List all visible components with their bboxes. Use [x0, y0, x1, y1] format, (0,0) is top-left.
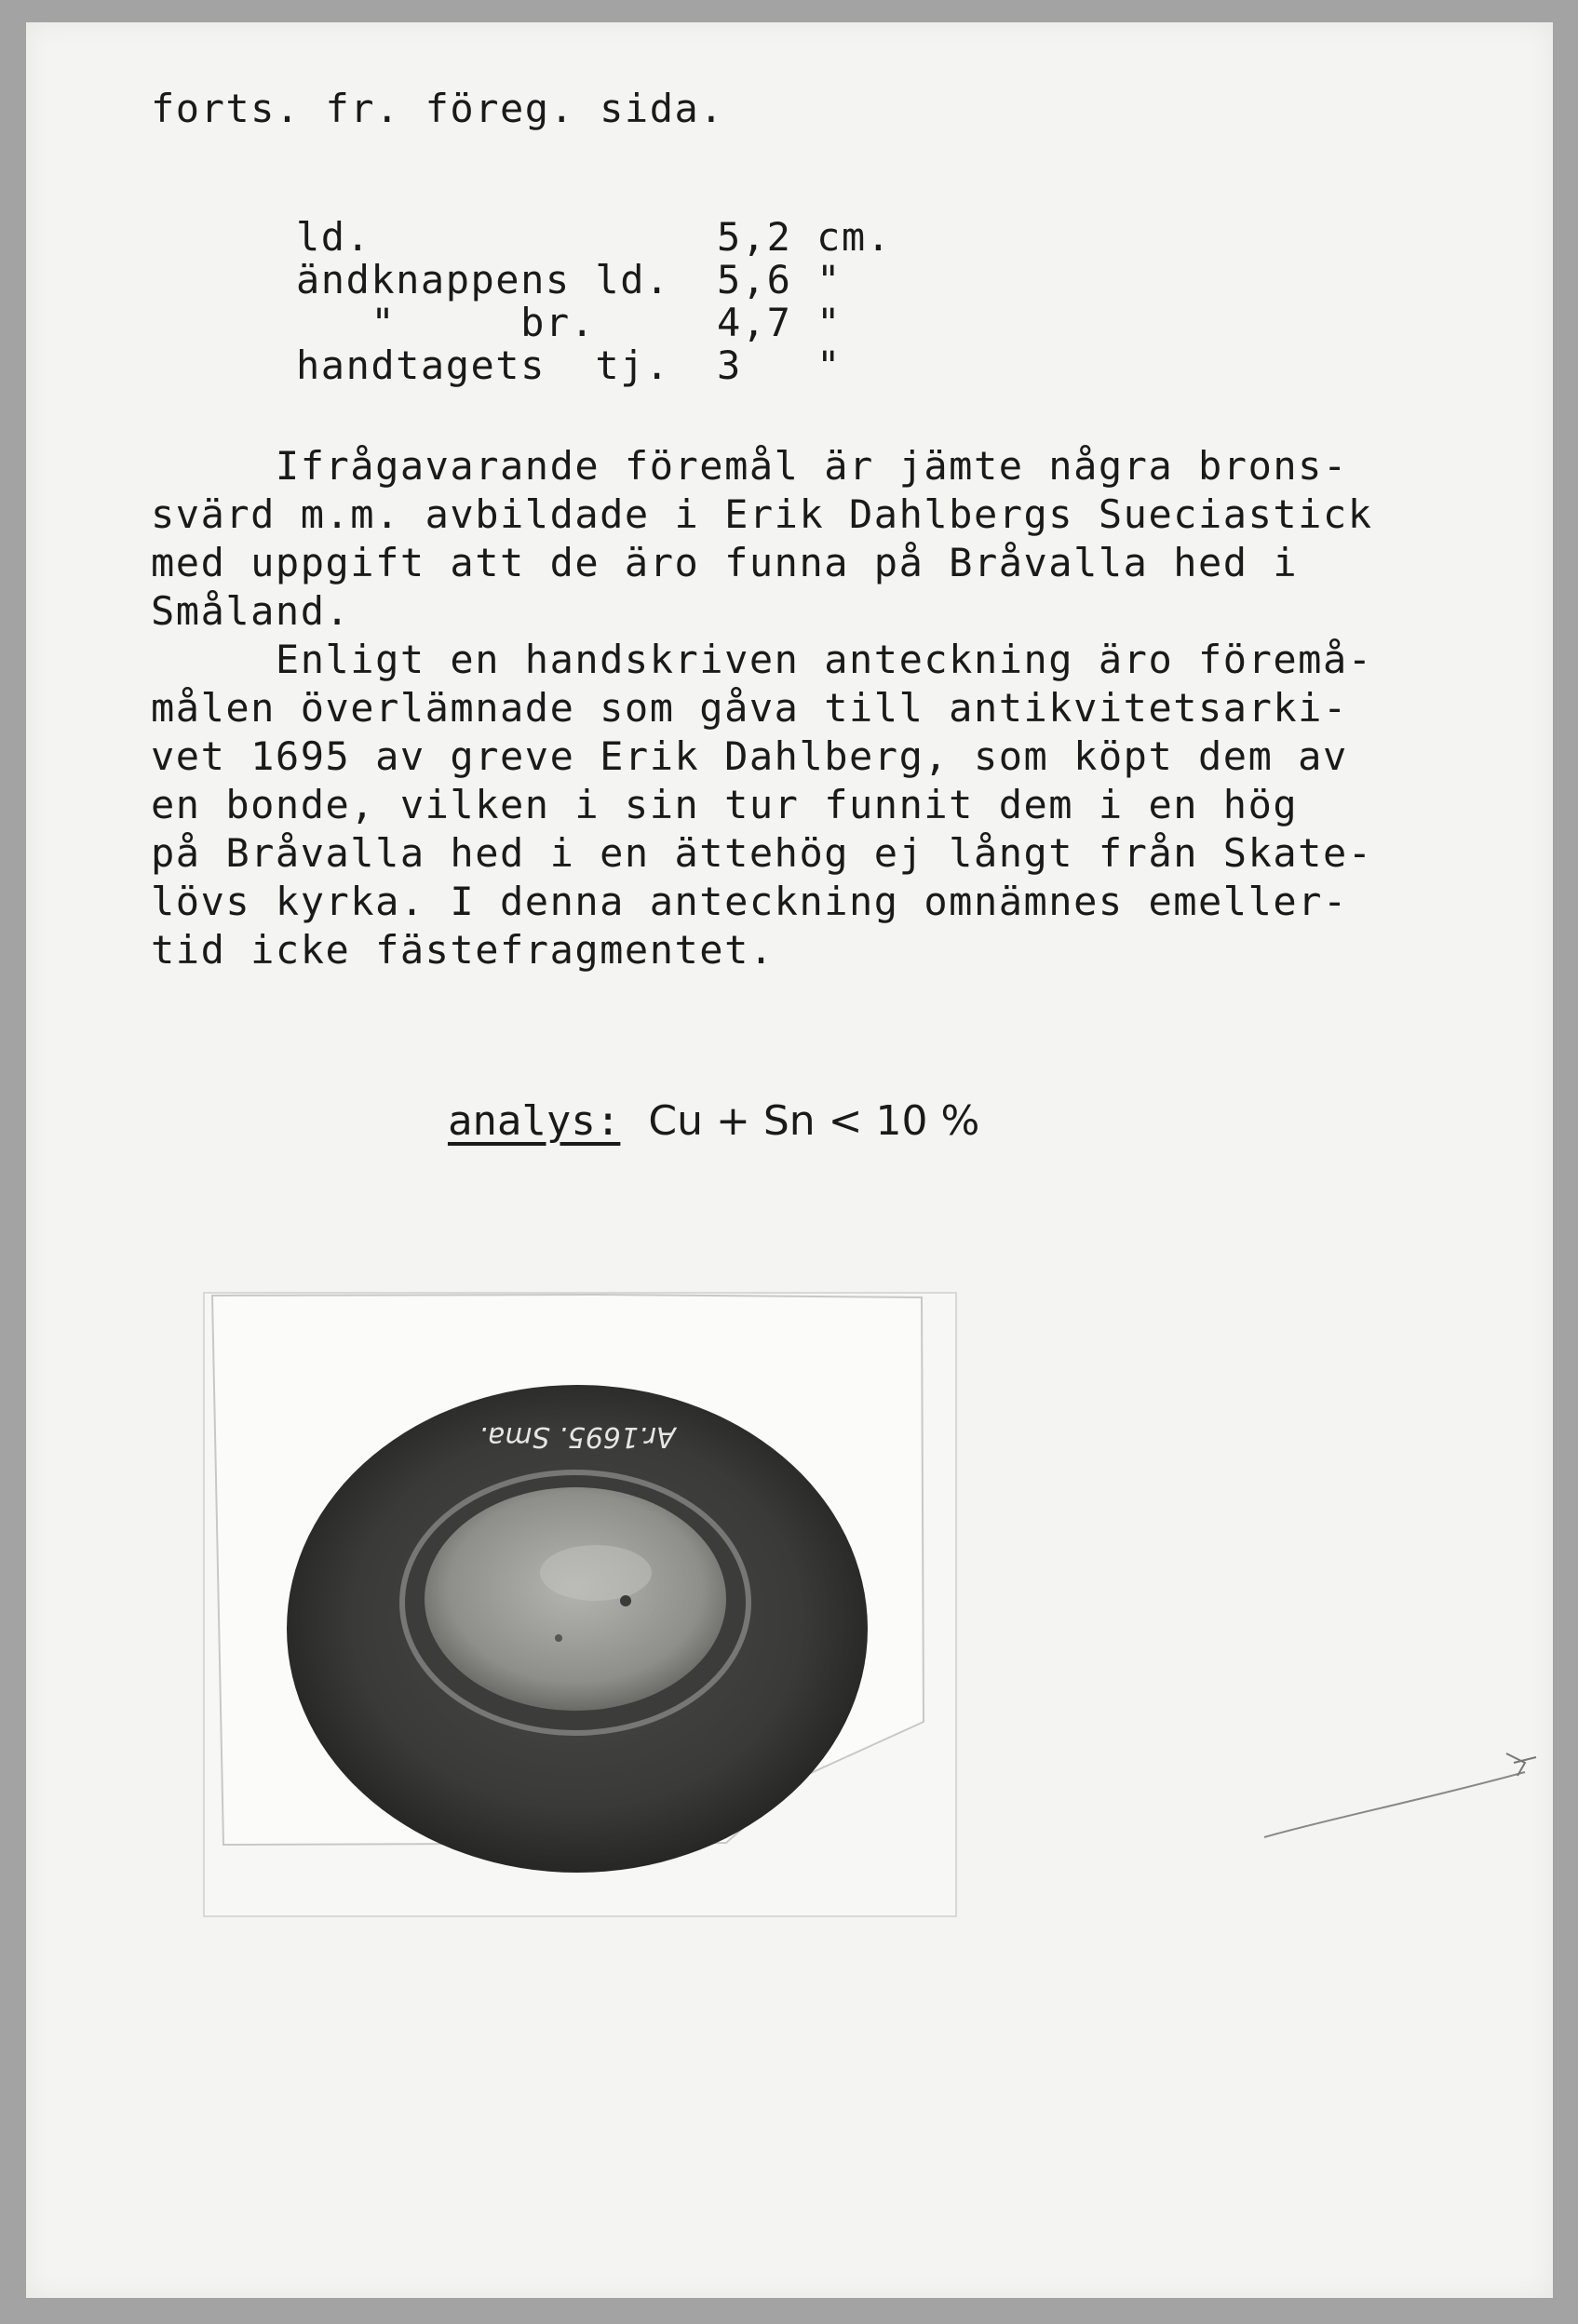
artifact-photo — [203, 1292, 957, 1917]
text-line: svärd m.m. avbildade i Erik Dahlbergs Sueciastick — [151, 491, 1373, 537]
text-line: Småland. — [151, 588, 351, 634]
text-line: på Bråvalla hed i en ättehög ej långt från Skate- — [151, 830, 1373, 876]
measurement-value: 4,7 " — [717, 300, 842, 345]
pommel-image — [205, 1294, 959, 1919]
measurement-value: 5,2 cm. — [717, 214, 892, 260]
text-line: Enligt en handskriven anteckning äro föremå- — [151, 637, 1373, 682]
inventory-inscription: Ar.1695. Sma. — [479, 1420, 676, 1453]
catalog-card — [26, 22, 1553, 2298]
text-line: lövs kyrka. I denna anteckning omnämnes emeller- — [151, 879, 1348, 924]
measurement-label: ld. — [296, 214, 371, 260]
measurement-label: " br. — [296, 300, 596, 345]
pencil-mark — [1255, 1735, 1553, 1847]
analysis-line — [300, 1050, 979, 1192]
pommel-socket — [425, 1487, 726, 1711]
measurement-value: 5,6 " — [717, 257, 842, 302]
analysis-formula: Cu + Sn < 10 % — [648, 1097, 980, 1145]
analysis-label: analys: — [447, 1097, 621, 1145]
text-line: vet 1695 av greve Erik Dahlberg, som köpt dem av — [151, 733, 1348, 779]
measurement-label: handtagets tj. — [296, 343, 670, 388]
text-line: med uppgift att de äro funna på Bråvalla hed i — [151, 540, 1299, 585]
text-line: tid icke fästefragmentet. — [151, 927, 775, 973]
text-line: Ifrågavarande föremål är jämte några brons- — [151, 443, 1348, 489]
measurement-value: 3 " — [717, 343, 842, 388]
text-line: en bonde, vilken i sin tur funnit dem i en hög — [151, 782, 1299, 827]
text-line: målen överlämnade som gåva till antikvitetsarki- — [151, 685, 1348, 731]
continuation-note: forts. fr. föreg. sida. — [151, 86, 725, 131]
measurement-label: ändknappens ld. — [296, 257, 670, 302]
